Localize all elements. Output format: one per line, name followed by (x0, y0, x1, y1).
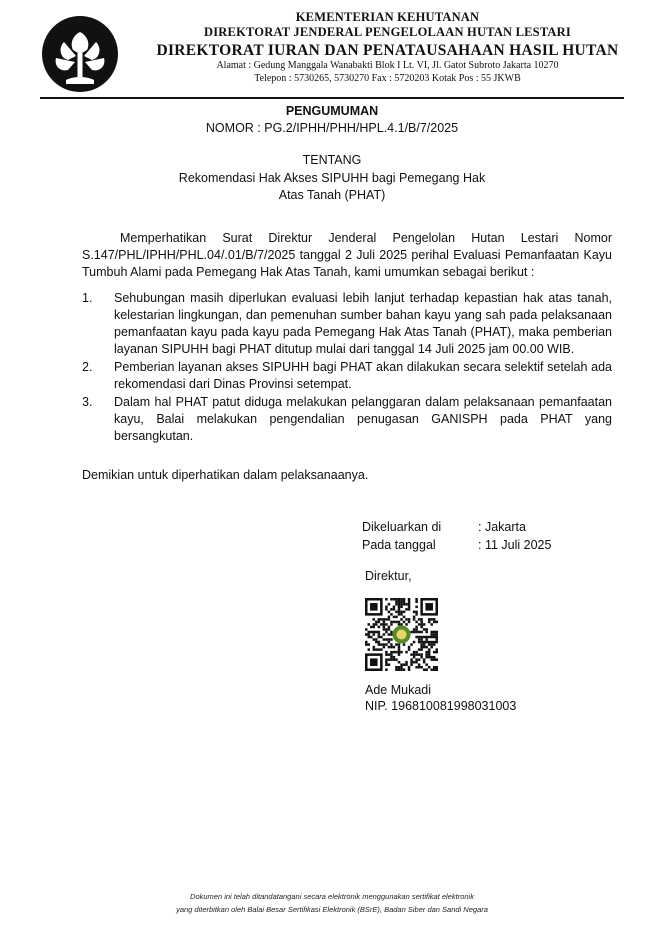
announcement-subject: Rekomendasi Hak Akses SIPUHH bagi Pemegang Hak Atas Tanah (PHAT) (178, 171, 486, 202)
list-item (82, 359, 612, 393)
ministry-name: KEMENTERIAN KEHUTANAN (295, 10, 480, 24)
e-signature-notice-line2: yang diterbitkan oleh Balai Besar Sertifikasi Elektronik (BSrE), Badan Siber dan Sandi Negara (176, 905, 488, 914)
announcement-number: NOMOR : PG.2/IPHH/PHH/HPL.4.1/B/7/2025 (205, 121, 459, 135)
list-item-text: Dalam hal PHAT patut diduga melakukan pelanggaran dalam pelaksanaan pemanfaatan kayu, Balai melakukan pengendalian penugasan GANISPH pada PHAT yang bersangkutan. (114, 395, 612, 443)
signer-position: Direktur, (365, 569, 412, 583)
issued-date-label: Pada tanggal (362, 538, 436, 552)
signer-nip: NIP. 196810081998031003 (365, 699, 517, 713)
list-item-text: Pemberian layanan akses SIPUHH bagi PHAT akan dilakukan secara selektif setelah ada rekomendasi dari Dinas Provinsi setempat. (114, 360, 612, 391)
announcement-list (82, 290, 612, 446)
announcement-title: PENGUMUMAN (285, 104, 379, 118)
directorate-name: DIREKTORAT IURAN DAN PENATAUSAHAAN HASIL HUTAN (156, 41, 619, 59)
list-item (82, 290, 612, 358)
issued-place-row (362, 520, 526, 534)
letterhead (125, 10, 650, 85)
intro-paragraph: Memperhatikan Surat Direktur Jenderal Pengelolan Hutan Lestari Nomor S.147/PHL/IPHH/PHL.04/.01/B/7/2025 tanggal 2 Juli 2025 perihal Evaluasi Pemanfaatan Kayu Tumbuh Alami pada Pemegang Hak Atas Tanah, kami umumkan sebagai berikut : (82, 231, 612, 279)
address-line: Alamat : Gedung Manggala Wanabakti Blok I Lt. VI, Jl. Gatot Subroto Jakarta 10270 (216, 60, 559, 72)
list-item-text: Sehubungan masih diperlukan evaluasi lebih lanjut terhadap kepastian hak atas tanah, kelestarian lingkungan, dan pemenuhan sumber bahan kayu yang sah pada pelaksanaan pemanfaatan kayu pada kayu pada Pemegang Hak Atas Tanah (PHAT), maka pemberian layanan SIPUHH bagi PHAT ditutup mulai dari tanggal 14 Juli 2025 jam 00.00 WIB. (114, 291, 612, 356)
issued-place-label: Dikeluarkan di (362, 520, 442, 534)
list-item-number: 1. (82, 291, 93, 305)
e-signature-notice-line1: Dokumen ini telah ditandatangani secara elektronik menggunakan sertifikat elektronik (190, 892, 474, 901)
ministry-logo (40, 14, 120, 94)
phone-line: Telepon : 5730265, 5730270 Fax : 5720203 Kotak Pos : 55 JKWB (254, 72, 521, 84)
directorate-general-name: DIREKTORAT JENDERAL PENGELOLAAN HUTAN LESTARI (204, 25, 571, 40)
issued-date-row (362, 538, 551, 552)
signer-name: Ade Mukadi (365, 683, 432, 697)
signature-qr-code (365, 598, 438, 671)
list-item (82, 394, 612, 445)
closing-statement: Demikian untuk diperhatikan dalam pelaksanaanya. (82, 468, 369, 482)
issued-date-value: : 11 Juli 2025 (478, 538, 552, 552)
list-item-number: 2. (82, 360, 93, 374)
issued-place-value: : Jakarta (478, 520, 526, 534)
list-item-number: 3. (82, 395, 93, 409)
about-label: TENTANG (302, 153, 362, 167)
letterhead-divider (40, 97, 624, 99)
